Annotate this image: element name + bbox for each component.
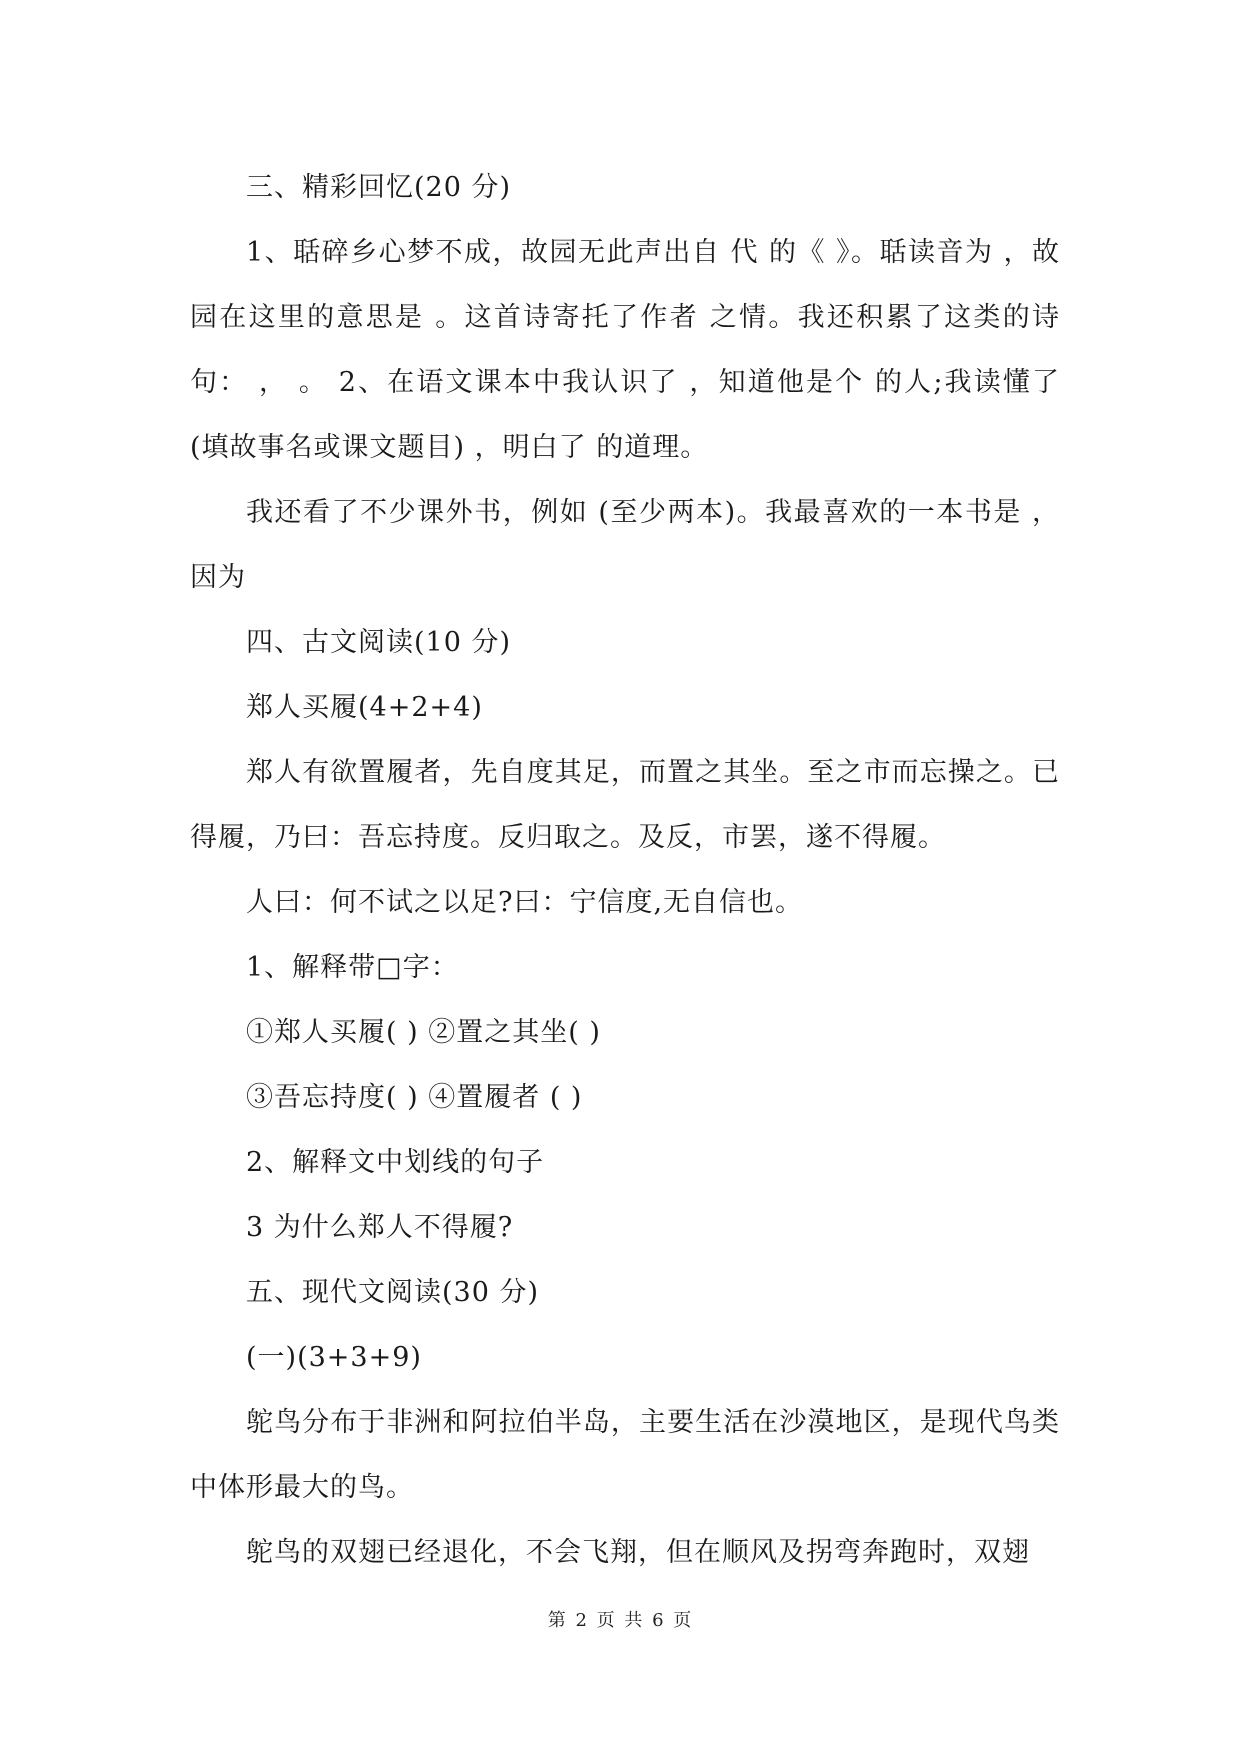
modern-text-paragraph-2: 鸵鸟的双翅已经退化，不会飞翔，但在顺风及拐弯奔跑时，双翅 <box>246 1537 1030 1568</box>
section-five-heading: 五、现代文阅读(30 分) <box>246 1277 540 1308</box>
classical-text-paragraph-1: 郑人有欲置履者，先自度其足，而置之其坐。至之市而忘操之。已得履，乃曰：吾忘持度。反归取之。及反，市罢，遂不得履。 <box>190 757 1060 853</box>
subsection-one-heading: (一)(3+3+9) <box>246 1342 422 1373</box>
question-item-1-subparts-a: ①郑人买履( ) ②置之其坐( ) <box>246 1017 601 1048</box>
question-paragraph-1: 1、聒碎乡心梦不成，故园无此声出自 代 的《 》。聒读音为 ，故园在这里的意思是 。这首诗寄托了作者 之情。我还积累了这类的诗句： ， 。 2、在语文课本中我认识了 ，知道他是个 的人;我读懂了(填故事名或课文题目) ，明白了 的道理。 <box>190 237 1060 463</box>
section-three-heading: 三、精彩回忆(20 分) <box>246 172 512 203</box>
question-item-3: 3 为什么郑人不得履? <box>246 1212 514 1243</box>
question-item-2: 2、解释文中划线的句子 <box>246 1147 545 1178</box>
document-body <box>190 155 1060 1585</box>
question-item-1-subparts-b: ③吾忘持度( ) ④置履者 ( ) <box>246 1082 583 1113</box>
classical-text-paragraph-2: 人曰：何不试之以足?曰：宁信度,无自信也。 <box>246 887 804 918</box>
page-footer: 第 2 页 共 6 页 <box>547 1610 694 1631</box>
classical-text-title: 郑人买履(4+2+4) <box>246 692 483 723</box>
modern-text-paragraph-1: 鸵鸟分布于非洲和阿拉伯半岛，主要生活在沙漠地区，是现代鸟类中体形最大的鸟。 <box>190 1407 1060 1503</box>
section-four-heading: 四、古文阅读(10 分) <box>246 627 512 658</box>
question-paragraph-2: 我还看了不少课外书，例如 (至少两本)。我最喜欢的一本书是 ，因为 <box>190 497 1060 593</box>
question-item-1: 1、解释带□字： <box>246 952 459 983</box>
